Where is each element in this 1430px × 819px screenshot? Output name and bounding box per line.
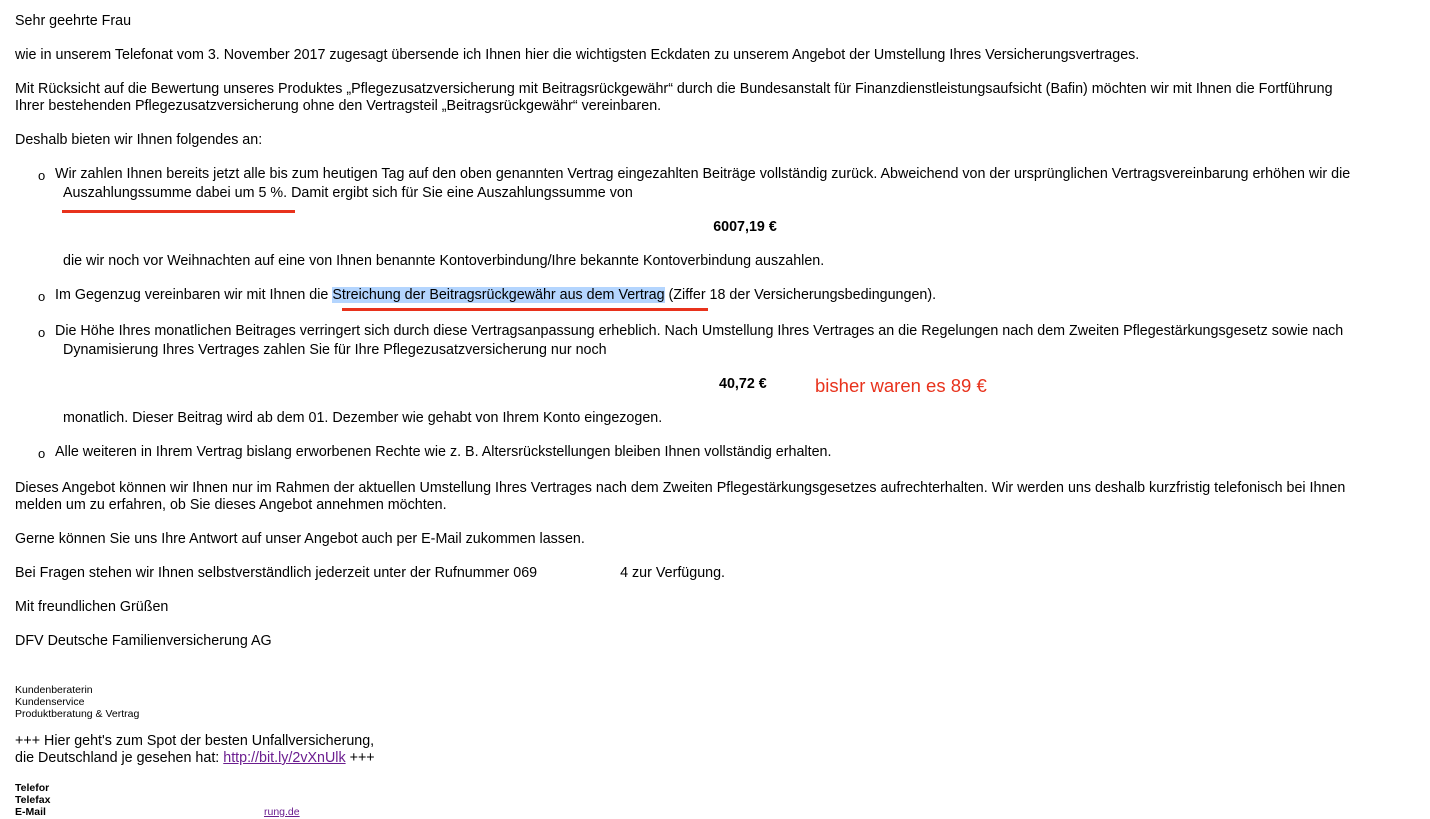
promo-line2-post: +++ — [345, 750, 375, 766]
signature-team: Produktberatung & Vertrag — [15, 708, 140, 720]
bullet3-line2: Dynamisierung Ihres Vertrages zahlen Sie für Ihre Pflegezusatzversicherung nur noch — [63, 342, 607, 358]
bullet1-line2: Auszahlungssumme dabei um 5 %. Damit ergibt sich für Sie eine Auszahlungssumme von — [63, 185, 633, 201]
closing-paragraph-line1: Dieses Angebot können wir Ihnen nur im Rahmen der aktuellen Umstellung Ihres Vertrages nach dem Zweiten Pflegestärkungsgesetzes aufrechterhalten. Wir werden uns deshalb kurzfristig telefonisch bei Ihnen — [15, 480, 1346, 496]
promo-line1: +++ Hier geht's zum Spot der besten Unfallversicherung, — [15, 733, 375, 749]
bullet2-line — [55, 287, 936, 304]
bullet-marker: o — [38, 168, 46, 183]
selected-text-highlight: Streichung der Beitragsrückgewähr aus dem Vertrag — [332, 287, 665, 303]
bullet2-post: (Ziffer 18 der Versicherungsbedingungen). — [664, 287, 937, 303]
payout-amount: 6007,19 € — [713, 219, 777, 235]
bullet2-pre: Im Gegenzug vereinbaren wir mit Ihnen die — [55, 287, 333, 303]
monthly-amount: 40,72 € — [719, 376, 767, 392]
phone-line — [15, 565, 725, 582]
promo-link[interactable]: http://bit.ly/2vXnUlk — [223, 750, 346, 766]
bullet3-after: monatlich. Dieser Beitrag wird ab dem 01. Dezember wie gehabt von Ihrem Konto eingezogen. — [63, 410, 663, 426]
regards: Mit freundlichen Grüßen — [15, 599, 169, 615]
bullet3-line1: Die Höhe Ihres monatlichen Beitrages verringert sich durch diese Vertragsanpassung erheblich. Nach Umstellung Ihres Vertrages an die Regelungen nach dem Zweiten Pflegestärkungsgesetz sowie nach — [55, 323, 1344, 339]
salutation: Sehr geehrte Frau — [15, 13, 132, 29]
context-paragraph-line1: Mit Rücksicht auf die Bewertung unseres Produktes „Pflegezusatzversicherung mit Beitragsrückgewähr“ durch die Bundesanstalt für Finanzdienstleistungsaufsicht (Bafin) möchten wir mit Ihnen die Fortführung — [15, 81, 1333, 97]
bullet-marker: o — [38, 446, 46, 461]
bullet-marker: o — [38, 289, 46, 304]
promo-line2 — [15, 750, 375, 767]
email-link[interactable]: rung.de — [264, 806, 300, 818]
promo-line2-pre: die Deutschland je gesehen hat: — [15, 750, 224, 766]
red-handwritten-note: bisher waren es 89 € — [815, 375, 987, 396]
closing-paragraph-line2: melden um zu erfahren, ob Sie dieses Angebot annehmen möchten. — [15, 497, 447, 513]
red-underline-annotation — [62, 210, 295, 213]
company-name: DFV Deutsche Familienversicherung AG — [15, 633, 272, 649]
offer-intro: Deshalb bieten wir Ihnen folgendes an: — [15, 132, 263, 148]
red-underline-annotation — [342, 308, 708, 311]
context-paragraph-line2: Ihrer bestehenden Pflegezusatzversicherung ohne den Vertragsteil „Beitragsrückgewähr“ vereinbaren. — [15, 98, 662, 114]
bullet1-after: die wir noch vor Weihnachten auf eine von Ihnen benannte Kontoverbindung/Ihre bekannte Kontoverbindung auszahlen. — [63, 253, 825, 269]
signature-role: Kundenberaterin — [15, 684, 93, 696]
phone-line-post: 4 zur Verfügung. — [620, 565, 726, 581]
contact-label-fax: Telefax — [15, 794, 51, 806]
phone-line-pre: Bei Fragen stehen wir Ihnen selbstverständlich jederzeit unter der Rufnummer 069 — [15, 565, 538, 581]
bullet-marker: o — [38, 325, 46, 340]
email-reply-note: Gerne können Sie uns Ihre Antwort auf unser Angebot auch per E-Mail zukommen lassen. — [15, 531, 585, 547]
bullet1-line1: Wir zahlen Ihnen bereits jetzt alle bis zum heutigen Tag auf den oben genannten Vertrag eingezahlten Beiträge vollständig zurück. Abweichend von der ursprünglichen Vertragsvereinbarung erhöhen wir die — [55, 166, 1351, 182]
contact-label-phone: Telefor — [15, 782, 50, 794]
contact-label-email: E-Mail — [15, 806, 46, 818]
signature-department: Kundenservice — [15, 696, 85, 708]
intro-paragraph: wie in unserem Telefonat vom 3. November 2017 zugesagt übersende ich Ihnen hier die wichtigsten Eckdaten zu unserem Angebot der Umstellung Ihres Versicherungsvertrages. — [15, 47, 1140, 63]
bullet4-line: Alle weiteren in Ihrem Vertrag bislang erworbenen Rechte wie z. B. Altersrückstellungen bleiben Ihnen vollständig erhalten. — [55, 444, 832, 460]
